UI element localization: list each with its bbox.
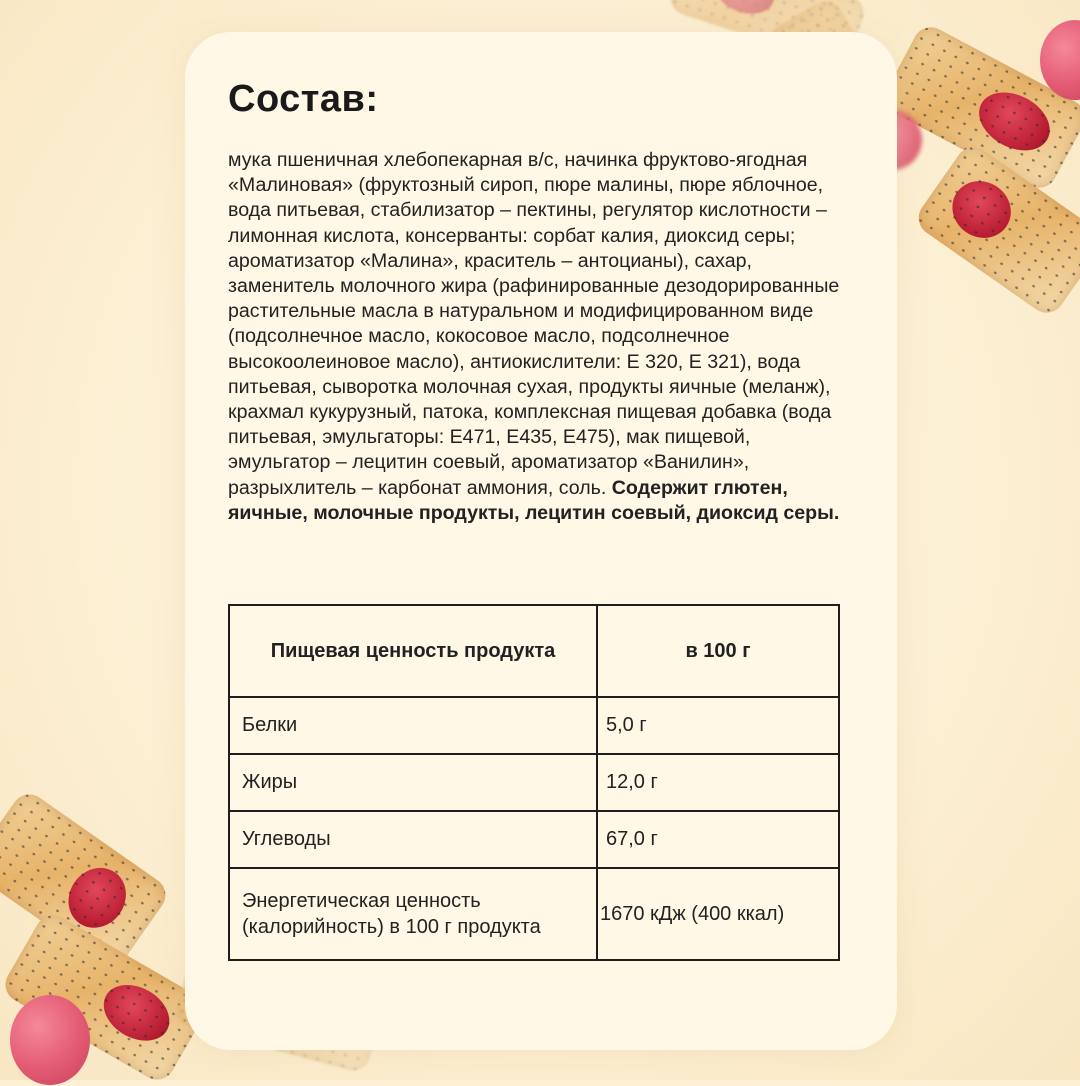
allergens-text: Содержит глютен, яичные, молочные продукты, лецитин соевый, диоксид серы. (228, 476, 840, 524)
row-value: 1670 кДж (400 ккал) (597, 868, 839, 960)
table-row (229, 868, 839, 960)
ingredients-block (228, 148, 858, 526)
table-header-nutrition: Пищевая ценность продукта (229, 605, 597, 697)
row-label: Белки (229, 697, 597, 754)
ingredients-text: мука пшеничная хлебопекарная в/с, начинка фруктово-ягодная «Малиновая» (фруктозный сироп, пюре малины, пюре яблочное, вода питьевая, стабилизатор – пектины, регулятор кислотности – лимонная кислота, консерванты: сорбат калия, диоксид серы; ароматизатор «Малина», краситель – антоцианы), сахар, заменитель молочного жира (рафинированные дезодорированные растительные масла в натуральном и модифицированном виде (подсолнечное масло, кокосовое масло, подсолнечное высокоолеиновое масло), антиокислители: Е 320, Е 321), вода питьевая, сыворотка молочная сухая, продукты яичные (меланж), крахмал кукурузный, патока, комплексная пищевая добавка (вода питьевая, эмульгаторы: Е471, Е435, Е475), мак пищевой, эмульгатор – лецитин соевый, ароматизатор «Ванилин», разрыхлитель – карбонат аммония, соль. (228, 149, 840, 499)
table-header-row (229, 605, 839, 697)
table-row (229, 754, 839, 811)
table-row (229, 697, 839, 754)
row-value: 12,0 г (597, 754, 839, 811)
row-label: Энергетическая ценность (калорийность) в 100 г продукта (229, 868, 597, 960)
row-value: 67,0 г (597, 811, 839, 868)
page-title: Состав: (228, 78, 379, 120)
row-label: Углеводы (229, 811, 597, 868)
row-label: Жиры (229, 754, 597, 811)
table-header-per-100g: в 100 г (597, 605, 839, 697)
nutrition-table (228, 604, 840, 961)
raspberry-image (10, 995, 90, 1085)
table-row (229, 811, 839, 868)
row-value: 5,0 г (597, 697, 839, 754)
